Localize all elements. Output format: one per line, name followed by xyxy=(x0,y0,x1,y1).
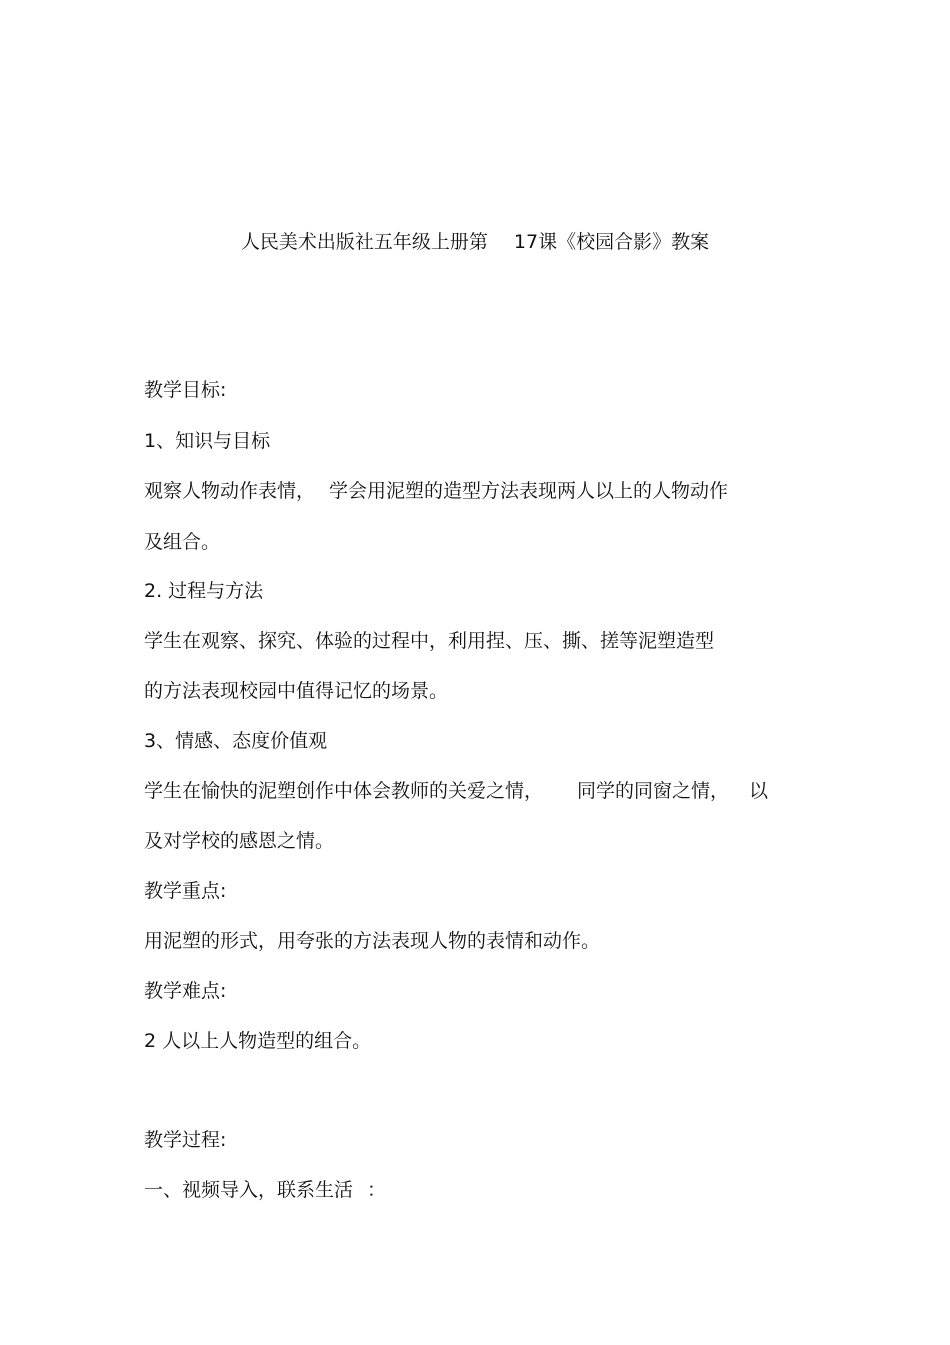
difficult-points-text: 2 人以上人物造型的组合。 xyxy=(144,1030,372,1052)
goal-3-text-part-b: 同学的同窗之情， xyxy=(577,780,730,802)
goal-3-text-line-2: 及对学校的感恩之情。 xyxy=(144,830,335,852)
goal-1-text-line-2: 及组合。 xyxy=(144,531,221,553)
goal-3-text-line-1 xyxy=(144,777,768,805)
heading-difficult-points: 教学难点: xyxy=(144,980,227,1002)
heading-teaching-goals: 教学目标: xyxy=(144,379,227,401)
title-part-1: 人民美术出版社五年级上册第 xyxy=(240,231,488,253)
heading-key-points: 教学重点: xyxy=(144,880,227,902)
page-title xyxy=(0,228,950,256)
goal-3-heading: 3、情感、态度价值观 xyxy=(144,730,328,752)
process-step-1-colon: ： xyxy=(367,1179,387,1201)
key-points-text: 用泥塑的形式，用夸张的方法表现人物的表情和动作。 xyxy=(144,930,601,952)
goal-1-text-part-a: 观察人物动作表情， xyxy=(144,480,316,502)
goal-2-text-line-2: 的方法表现校园中值得记忆的场景。 xyxy=(144,680,449,702)
goal-3-text-part-a: 学生在愉快的泥塑创作中体会教师的关爱之情， xyxy=(144,780,544,802)
process-step-1 xyxy=(144,1176,386,1204)
process-step-1-text: 一、视频导入，联系生活 xyxy=(144,1179,354,1201)
goal-1-text-part-b: 学会用泥塑的造型方法表现两人以上的人物动作 xyxy=(329,480,729,502)
goal-1-heading: 1、知识与目标 xyxy=(144,430,271,452)
goal-2-text-line-1: 学生在观察、探究、体验的过程中，利用捏、压、撕、搓等泥塑造型 xyxy=(144,630,715,652)
goal-3-text-part-c: 以 xyxy=(749,780,769,802)
heading-teaching-process: 教学过程: xyxy=(144,1129,227,1151)
goal-1-text-line-1 xyxy=(144,477,728,505)
goal-2-heading: 2. 过程与方法 xyxy=(144,580,264,602)
title-part-2: 17课《校园合影》教案 xyxy=(513,231,710,253)
